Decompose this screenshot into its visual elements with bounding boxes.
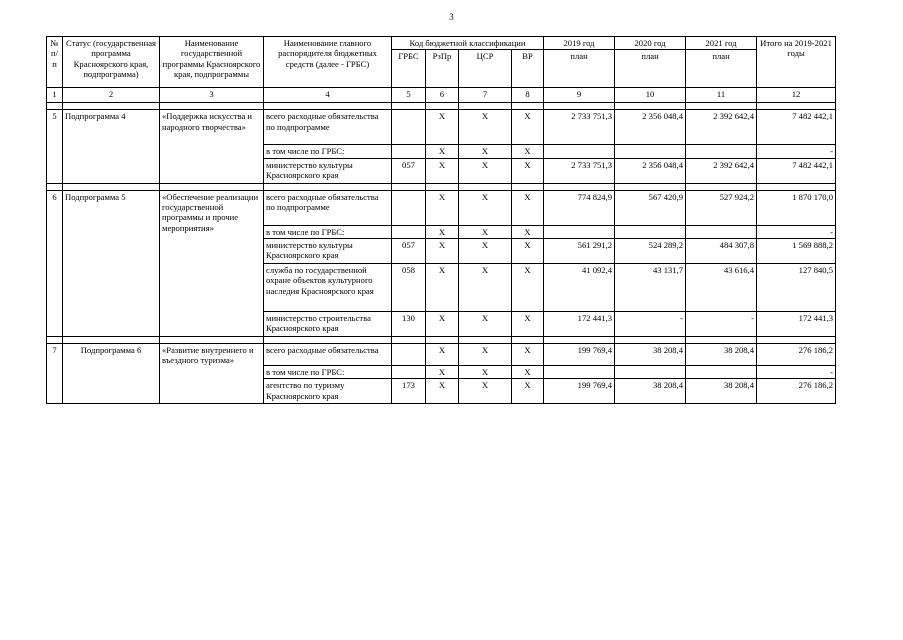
csr-code: X: [459, 379, 512, 404]
grbs-code: [392, 365, 426, 378]
grbs-name: служба по государственной охране объектов культурного наследия Красноярского края: [264, 263, 392, 311]
header-2019: 2019 год: [544, 37, 615, 50]
separator-cell: [615, 103, 686, 110]
value-2019: [544, 225, 615, 238]
value-2020: 43 131,7: [615, 263, 686, 311]
col-number: 6: [426, 88, 459, 103]
rzpr-code: X: [426, 225, 459, 238]
value-2020: -: [615, 311, 686, 336]
vr-code: X: [512, 190, 544, 225]
value-2019: 199 769,4: [544, 379, 615, 404]
separator-cell: [160, 103, 264, 110]
header-plan-2020: план: [615, 50, 686, 88]
separator-cell: [544, 103, 615, 110]
separator-cell: [392, 103, 426, 110]
section-separator: [47, 183, 836, 190]
rzpr-code: X: [426, 365, 459, 378]
col-number: 8: [512, 88, 544, 103]
rzpr-code: X: [426, 311, 459, 336]
value-2021: [686, 365, 757, 378]
rzpr-code: X: [426, 343, 459, 365]
csr-code: X: [459, 110, 512, 145]
col-number: 12: [757, 88, 836, 103]
grbs-code: [392, 225, 426, 238]
row-status: Подпрограмма 5: [63, 190, 160, 336]
vr-code: X: [512, 225, 544, 238]
col-number: 7: [459, 88, 512, 103]
vr-code: X: [512, 343, 544, 365]
separator-cell: [512, 183, 544, 190]
csr-code: X: [459, 365, 512, 378]
row-program-name: «Развитие внутреннего и въездного туризма»: [160, 343, 264, 403]
col-number: 11: [686, 88, 757, 103]
value-total: 1 569 888,2: [757, 238, 836, 263]
value-2021: [686, 225, 757, 238]
separator-cell: [686, 183, 757, 190]
header-2020: 2020 год: [615, 37, 686, 50]
value-2019: [544, 365, 615, 378]
header-num: № п/п: [47, 37, 63, 88]
grbs-name: всего расходные обязательства по подпрограмме: [264, 110, 392, 145]
vr-code: X: [512, 145, 544, 158]
value-2020: 2 356 048,4: [615, 158, 686, 183]
value-total: -: [757, 365, 836, 378]
value-2020: [615, 365, 686, 378]
separator-cell: [615, 336, 686, 343]
rzpr-code: X: [426, 190, 459, 225]
grbs-name: агентство по туризму Красноярского края: [264, 379, 392, 404]
csr-code: X: [459, 190, 512, 225]
row-number: 6: [47, 190, 63, 336]
table-body: [47, 103, 836, 404]
value-2019: [544, 145, 615, 158]
value-2021: 2 392 642,4: [686, 158, 757, 183]
separator-cell: [757, 183, 836, 190]
col-number: 9: [544, 88, 615, 103]
csr-code: X: [459, 311, 512, 336]
value-2020: [615, 145, 686, 158]
value-2021: 2 392 642,4: [686, 110, 757, 145]
vr-code: X: [512, 158, 544, 183]
csr-code: X: [459, 158, 512, 183]
separator-cell: [459, 103, 512, 110]
grbs-name: в том числе по ГРБС:: [264, 225, 392, 238]
budget-table: [46, 36, 836, 404]
separator-cell: [686, 103, 757, 110]
vr-code: X: [512, 263, 544, 311]
separator-cell: [47, 103, 63, 110]
row-status: Подпрограмма 6: [63, 343, 160, 403]
vr-code: X: [512, 311, 544, 336]
header-grbs-code: ГРБС: [392, 50, 426, 88]
value-2019: 2 733 751,3: [544, 110, 615, 145]
value-total: 1 870 170,0: [757, 190, 836, 225]
grbs-name: в том числе по ГРБС:: [264, 145, 392, 158]
row-status: Подпрограмма 4: [63, 110, 160, 183]
separator-cell: [459, 183, 512, 190]
value-2019: 774 824,9: [544, 190, 615, 225]
separator-cell: [47, 183, 63, 190]
value-total: 276 186,2: [757, 343, 836, 365]
row-number: 7: [47, 343, 63, 403]
grbs-code: [392, 145, 426, 158]
col-number: 1: [47, 88, 63, 103]
rzpr-code: X: [426, 145, 459, 158]
header-plan-2019: план: [544, 50, 615, 88]
grbs-code: 173: [392, 379, 426, 404]
separator-cell: [160, 183, 264, 190]
rzpr-code: X: [426, 379, 459, 404]
table-row: [47, 343, 836, 365]
value-2020: 38 208,4: [615, 343, 686, 365]
grbs-name: в том числе по ГРБС:: [264, 365, 392, 378]
col-number: 2: [63, 88, 160, 103]
value-2019: 199 769,4: [544, 343, 615, 365]
separator-cell: [615, 183, 686, 190]
value-2020: 38 208,4: [615, 379, 686, 404]
header-status: Статус (государственная программа Красноярского края, подпрограмма): [63, 37, 160, 88]
table-row: [47, 110, 836, 145]
separator-cell: [63, 103, 160, 110]
grbs-code: 130: [392, 311, 426, 336]
rzpr-code: X: [426, 158, 459, 183]
csr-code: X: [459, 145, 512, 158]
grbs-code: 057: [392, 158, 426, 183]
value-2021: 38 208,4: [686, 379, 757, 404]
value-total: 276 186,2: [757, 379, 836, 404]
col-number: 5: [392, 88, 426, 103]
csr-code: X: [459, 225, 512, 238]
vr-code: X: [512, 110, 544, 145]
header-name: Наименование государственной программы Красноярского края, подпрограммы: [160, 37, 264, 88]
row-program-name: «Поддержка искусства и народного творчества»: [160, 110, 264, 183]
separator-cell: [392, 336, 426, 343]
grbs-code: 058: [392, 263, 426, 311]
separator-cell: [426, 183, 459, 190]
rzpr-code: X: [426, 263, 459, 311]
separator-cell: [757, 336, 836, 343]
separator-cell: [512, 336, 544, 343]
value-total: -: [757, 145, 836, 158]
header-rzpr: РзПр: [426, 50, 459, 88]
separator-cell: [392, 183, 426, 190]
separator-cell: [459, 336, 512, 343]
vr-code: X: [512, 365, 544, 378]
grbs-name: министерство культуры Красноярского края: [264, 238, 392, 263]
value-2021: -: [686, 311, 757, 336]
header-grbs: Наименование главного распорядителя бюджетных средств (далее - ГРБС): [264, 37, 392, 88]
value-2020: [615, 225, 686, 238]
grbs-name: министерство строительства Красноярского края: [264, 311, 392, 336]
row-number: 5: [47, 110, 63, 183]
value-2021: 527 924,2: [686, 190, 757, 225]
value-total: 7 482 442,1: [757, 110, 836, 145]
row-program-name: «Обеспечение реализации государственной программы и прочие мероприятия»: [160, 190, 264, 336]
header-vr: ВР: [512, 50, 544, 88]
csr-code: X: [459, 263, 512, 311]
value-2019: 41 092,4: [544, 263, 615, 311]
grbs-name: всего расходные обязательства: [264, 343, 392, 365]
grbs-name: всего расходные обязательства по подпрограмме: [264, 190, 392, 225]
value-total: 7 482 442,1: [757, 158, 836, 183]
col-number: 3: [160, 88, 264, 103]
value-2019: 172 441,3: [544, 311, 615, 336]
value-2021: [686, 145, 757, 158]
section-separator: [47, 336, 836, 343]
value-2021: 38 208,4: [686, 343, 757, 365]
separator-cell: [63, 336, 160, 343]
vr-code: X: [512, 379, 544, 404]
separator-cell: [160, 336, 264, 343]
value-2021: 43 616,4: [686, 263, 757, 311]
separator-cell: [512, 103, 544, 110]
vr-code: X: [512, 238, 544, 263]
separator-cell: [63, 183, 160, 190]
separator-cell: [264, 183, 392, 190]
column-number-row: [47, 88, 836, 103]
value-2020: 524 289,2: [615, 238, 686, 263]
csr-code: X: [459, 238, 512, 263]
value-total: -: [757, 225, 836, 238]
col-number: 10: [615, 88, 686, 103]
value-2019: 2 733 751,3: [544, 158, 615, 183]
value-2020: 2 356 048,4: [615, 110, 686, 145]
grbs-code: [392, 343, 426, 365]
separator-cell: [264, 103, 392, 110]
csr-code: X: [459, 343, 512, 365]
header-csr: ЦСР: [459, 50, 512, 88]
separator-cell: [686, 336, 757, 343]
table-header: [47, 37, 836, 103]
header-2021: 2021 год: [686, 37, 757, 50]
grbs-name: министерство культуры Красноярского края: [264, 158, 392, 183]
header-plan-2021: план: [686, 50, 757, 88]
separator-cell: [544, 183, 615, 190]
value-total: 172 441,3: [757, 311, 836, 336]
grbs-code: 057: [392, 238, 426, 263]
value-total: 127 840,5: [757, 263, 836, 311]
section-separator: [47, 103, 836, 110]
header-total: Итого на 2019-2021 годы: [757, 37, 836, 88]
table-row: [47, 190, 836, 225]
page-number: 3: [449, 12, 454, 22]
header-kbk: Код бюджетной классификации: [392, 37, 544, 50]
rzpr-code: X: [426, 238, 459, 263]
value-2021: 484 307,8: [686, 238, 757, 263]
separator-cell: [47, 336, 63, 343]
grbs-code: [392, 110, 426, 145]
col-number: 4: [264, 88, 392, 103]
rzpr-code: X: [426, 110, 459, 145]
separator-cell: [426, 103, 459, 110]
value-2020: 567 420,9: [615, 190, 686, 225]
value-2019: 561 291,2: [544, 238, 615, 263]
separator-cell: [264, 336, 392, 343]
grbs-code: [392, 190, 426, 225]
separator-cell: [426, 336, 459, 343]
separator-cell: [757, 103, 836, 110]
separator-cell: [544, 336, 615, 343]
